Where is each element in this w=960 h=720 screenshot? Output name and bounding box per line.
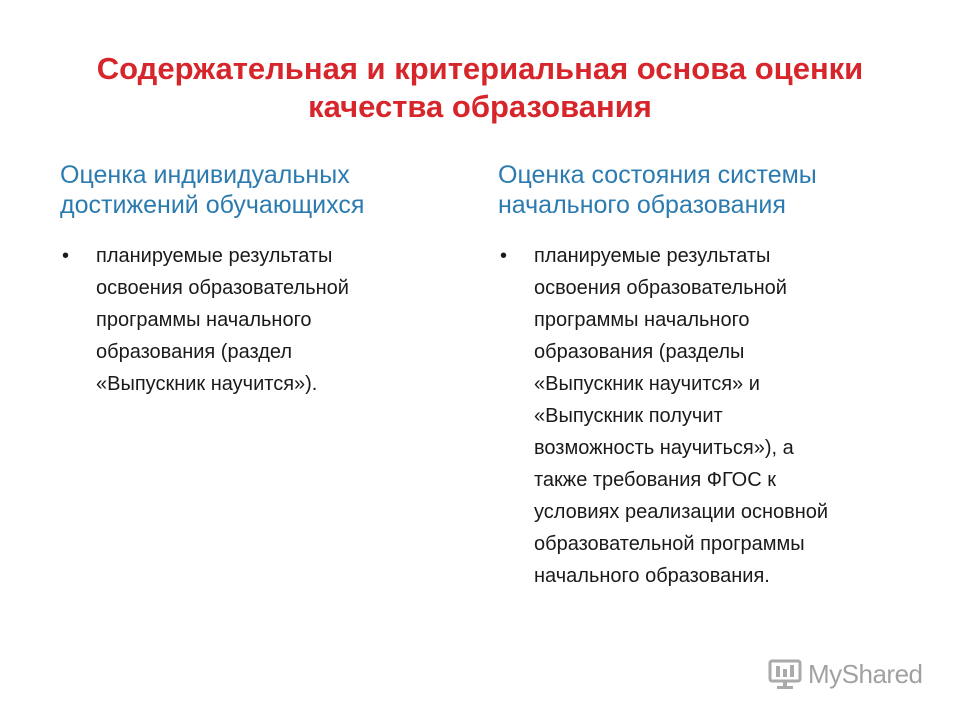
presentation-board-icon [768,658,802,690]
left-bullet-line: планируемые результаты [96,245,333,267]
right-bullet-line: начального образования. [534,565,770,587]
bullet-icon: • [62,245,70,267]
right-bullet-line: условиях реализации основной [534,501,829,523]
right-column [498,160,918,592]
left-column-heading [60,160,460,220]
right-bullet-line: освоения образовательной [534,277,787,299]
right-bullet-line: планируемые результаты [534,245,771,267]
bullet-icon: • [500,245,508,267]
left-bullet-item [60,240,460,400]
right-heading-line: начального образования [498,191,786,219]
right-column-heading [498,160,918,220]
slide-title [60,50,900,126]
left-column [60,160,460,400]
right-bullet-item [498,240,918,592]
right-bullet-line: также требования ФГОС к [534,469,776,491]
right-heading-line: Оценка состояния системы [498,161,817,189]
slide-title-line: качества образования [308,89,652,124]
right-bullet-line: «Выпускник получит [534,405,723,427]
right-bullet-text [534,240,918,592]
left-bullet-line: «Выпускник научится»). [96,373,318,395]
left-heading-line: Оценка индивидуальных [60,161,350,189]
left-bullet-line: программы начального [96,309,312,331]
slide-title-line: Содержательная и критериальная основа оценки [96,51,864,86]
myshared-watermark[interactable] [768,656,923,692]
right-bullet-line: программы начального [534,309,750,331]
watermark-logo-text: MyShared [808,658,923,689]
right-bullet-line: возможность научиться»), а [534,437,794,459]
right-bullet-line: «Выпускник научится» и [534,373,760,395]
left-bullet-line: освоения образовательной [96,277,349,299]
left-bullet-text [96,240,460,400]
right-bullet-line: образовательной программы [534,533,805,555]
left-bullet-line: образования (раздел [96,341,293,363]
left-heading-line: достижений обучающихся [60,191,365,219]
right-bullet-line: образования (разделы [534,341,745,363]
